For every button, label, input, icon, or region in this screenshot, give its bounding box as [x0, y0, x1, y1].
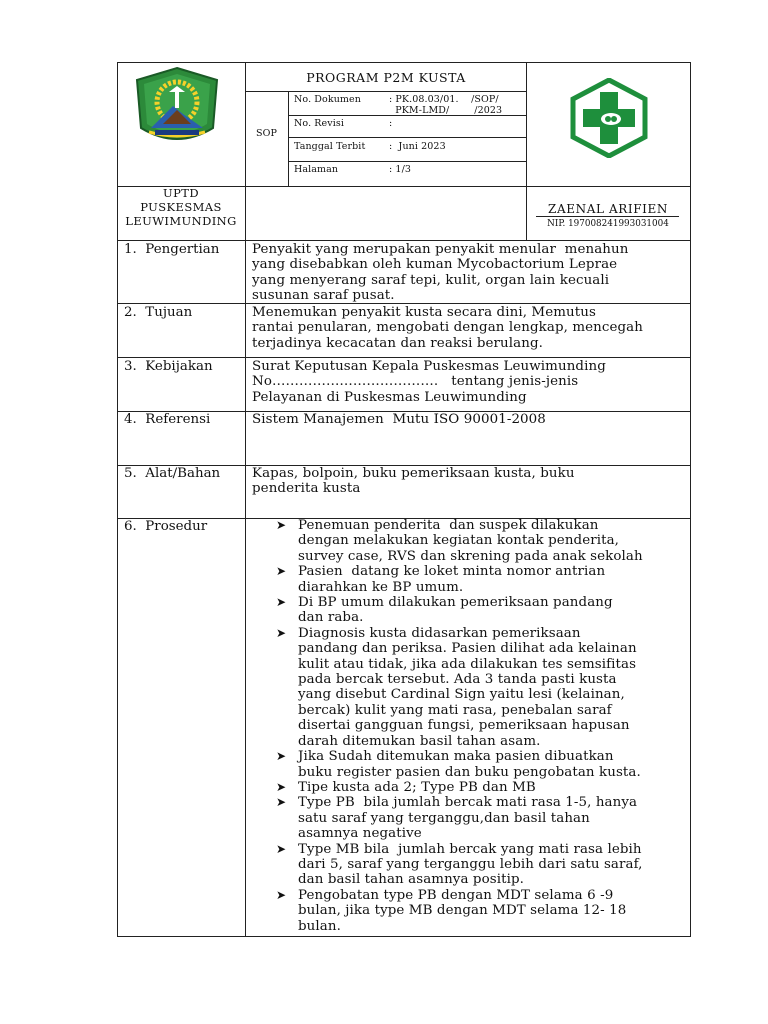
text-line: pandang dan periksa. Pasien dilihat ada kelainan [298, 641, 637, 657]
text-line: Tipe kusta ada 2; Type PB dan MB [298, 779, 536, 795]
text-line: pada bercak tersebut. Ada 3 tanda pasti kusta [298, 672, 617, 688]
field-value-no-revisi: : [389, 118, 393, 129]
text-line: survey case, RVS dan skrening pada anak sekolah [298, 548, 643, 564]
section-label-pengertian: 1. Pengertian [124, 242, 220, 257]
arrow-bullet-icon: ➤ [276, 595, 287, 610]
text-line: Kapas, bolpoin, buku pemeriksaan kusta, buku [252, 466, 575, 481]
procedure-item [276, 749, 688, 780]
field-label-no-revisi: No. Revisi [294, 118, 344, 129]
arrow-bullet-icon: ➤ [276, 518, 287, 532]
text-line: dan raba. [298, 610, 364, 626]
signatory-nip: NIP. 197008241993031004 [547, 219, 669, 229]
text-line: bulan. [298, 918, 341, 934]
section-text-referensi [252, 412, 546, 427]
section-text-kebijakan [252, 359, 606, 405]
procedure-list [276, 518, 688, 934]
arrow-bullet-icon: ➤ [276, 887, 287, 902]
section-text-tujuan [252, 305, 643, 351]
text-line: rantai penularan, mengobati dengan lengkap, mencegah [252, 320, 643, 336]
sop-label: SOP [256, 128, 277, 139]
text-line: yang disebabkan oleh kuman Mycobactorium Leprae [252, 257, 618, 273]
field-label-no-dokumen: No. Dokumen [294, 94, 361, 105]
field-value-no-dokumen-1: : PK.08.03/01. /SOP/ [389, 94, 499, 105]
text-line: satu saraf yang terganggu,dan basil tahan [298, 810, 590, 826]
text-line: Pengobatan type PB dengan MDT selama 6 -9 [298, 887, 614, 903]
text-line: Penemuan penderita dan suspek dilakukan [298, 518, 599, 533]
text-line: yang disebut Cardinal Sign yaitu lesi (kelainan, [298, 687, 625, 703]
text-line: terjadinya kecacatan dan reaksi berulang. [252, 335, 543, 351]
procedure-item [276, 626, 688, 749]
procedure-item [276, 888, 688, 934]
procedure-item [276, 595, 688, 626]
section-label-kebijakan: 3. Kebijakan [124, 359, 213, 374]
text-line: dari 5, saraf yang terganggu lebih dari satu saraf, [298, 856, 643, 872]
program-title: PROGRAM P2M KUSTA [306, 70, 466, 85]
text-line: Diagnosis kusta didasarkan pemeriksaan [298, 625, 581, 641]
procedure-item [276, 564, 688, 595]
arrow-bullet-icon: ➤ [276, 841, 287, 856]
signatory-name: ZAENAL ARIFIEN [548, 202, 668, 216]
text-line: Pasien datang ke loket minta nomor antrian [298, 564, 606, 580]
arrow-bullet-icon: ➤ [276, 749, 287, 764]
text-line: Di BP umum dilakukan pemeriksaan pandang [298, 595, 613, 611]
text-line: Type MB bila jumlah bercak yang mati rasa lebih [298, 841, 642, 857]
arrow-bullet-icon: ➤ [276, 625, 287, 640]
text-line: Jika Sudah ditemukan maka pasien dibuatkan [298, 749, 614, 765]
procedure-item [276, 795, 688, 841]
section-label-tujuan: 2. Tujuan [124, 305, 193, 320]
arrow-bullet-icon: ➤ [276, 795, 287, 810]
text-line: No………………………………. tentang jenis-jenis [252, 374, 579, 390]
procedure-item [276, 780, 688, 795]
text-line: disertai gangguan fungsi, pemeriksaan hapusan [298, 718, 630, 734]
organization-line: LEUWIMUNDING [125, 214, 237, 228]
section-label-prosedur: 6. Prosedur [124, 519, 208, 534]
puskesmas-cross-logo [567, 78, 651, 158]
field-value-no-dokumen-2: PKM-LMD/ /2023 [389, 105, 503, 116]
text-line: susunan saraf pusat. [252, 288, 395, 304]
arrow-bullet-icon: ➤ [276, 564, 287, 579]
organization-line: PUSKESMAS [140, 200, 222, 214]
text-line: buku register pasien dan buku pengobatan kusta. [298, 764, 641, 780]
text-line: yang menyerang saraf tepi, kulit, organ lain kecuali [252, 272, 610, 288]
section-text-alat-bahan [252, 466, 575, 497]
section-label-alat-bahan: 5. Alat/Bahan [124, 466, 221, 481]
section-label-referensi: 4. Referensi [124, 412, 211, 427]
text-line: Sistem Manajemen Mutu ISO 90001-2008 [252, 412, 546, 427]
field-value-halaman: : 1/3 [389, 164, 412, 175]
text-line: Penyakit yang merupakan penyakit menular menahun [252, 242, 629, 257]
text-line: diarahkan ke BP umum. [298, 579, 464, 595]
text-line: bercak) kulit yang mati rasa, penebalan saraf [298, 702, 612, 718]
text-line: darah ditemukan basil tahan asam. [298, 733, 541, 749]
text-line: Pelayanan di Puskesmas Leuwimunding [252, 389, 527, 405]
text-line: Menemukan penyakit kusta secara dini, Memutus [252, 305, 596, 320]
organization-name [117, 186, 245, 228]
organization-line: UPTD [163, 186, 199, 200]
text-line: kulit atau tidak, jika ada dilakukan tes semsifitas [298, 656, 637, 672]
procedure-item [276, 518, 688, 564]
text-line: Type PB bila jumlah bercak mati rasa 1-5, hanya [298, 795, 638, 811]
field-value-tanggal-terbit: : Juni 2023 [389, 141, 446, 152]
field-label-tanggal-terbit: Tanggal Terbit [294, 141, 366, 152]
regency-emblem-logo [133, 66, 221, 150]
text-line: asamnya negative [298, 826, 422, 842]
text-line: bulan, jika type MB dengan MDT selama 12- 18 [298, 903, 627, 919]
arrow-bullet-icon: ➤ [276, 779, 287, 794]
field-label-halaman: Halaman [294, 164, 339, 175]
text-line: dan basil tahan asamnya positip. [298, 872, 524, 888]
section-text-pengertian [252, 242, 628, 304]
text-line: penderita kusta [252, 481, 361, 497]
procedure-item [276, 842, 688, 888]
text-line: Surat Keputusan Kepala Puskesmas Leuwimunding [252, 359, 606, 374]
text-line: dengan melakukan kegiatan kontak penderita, [298, 533, 620, 549]
